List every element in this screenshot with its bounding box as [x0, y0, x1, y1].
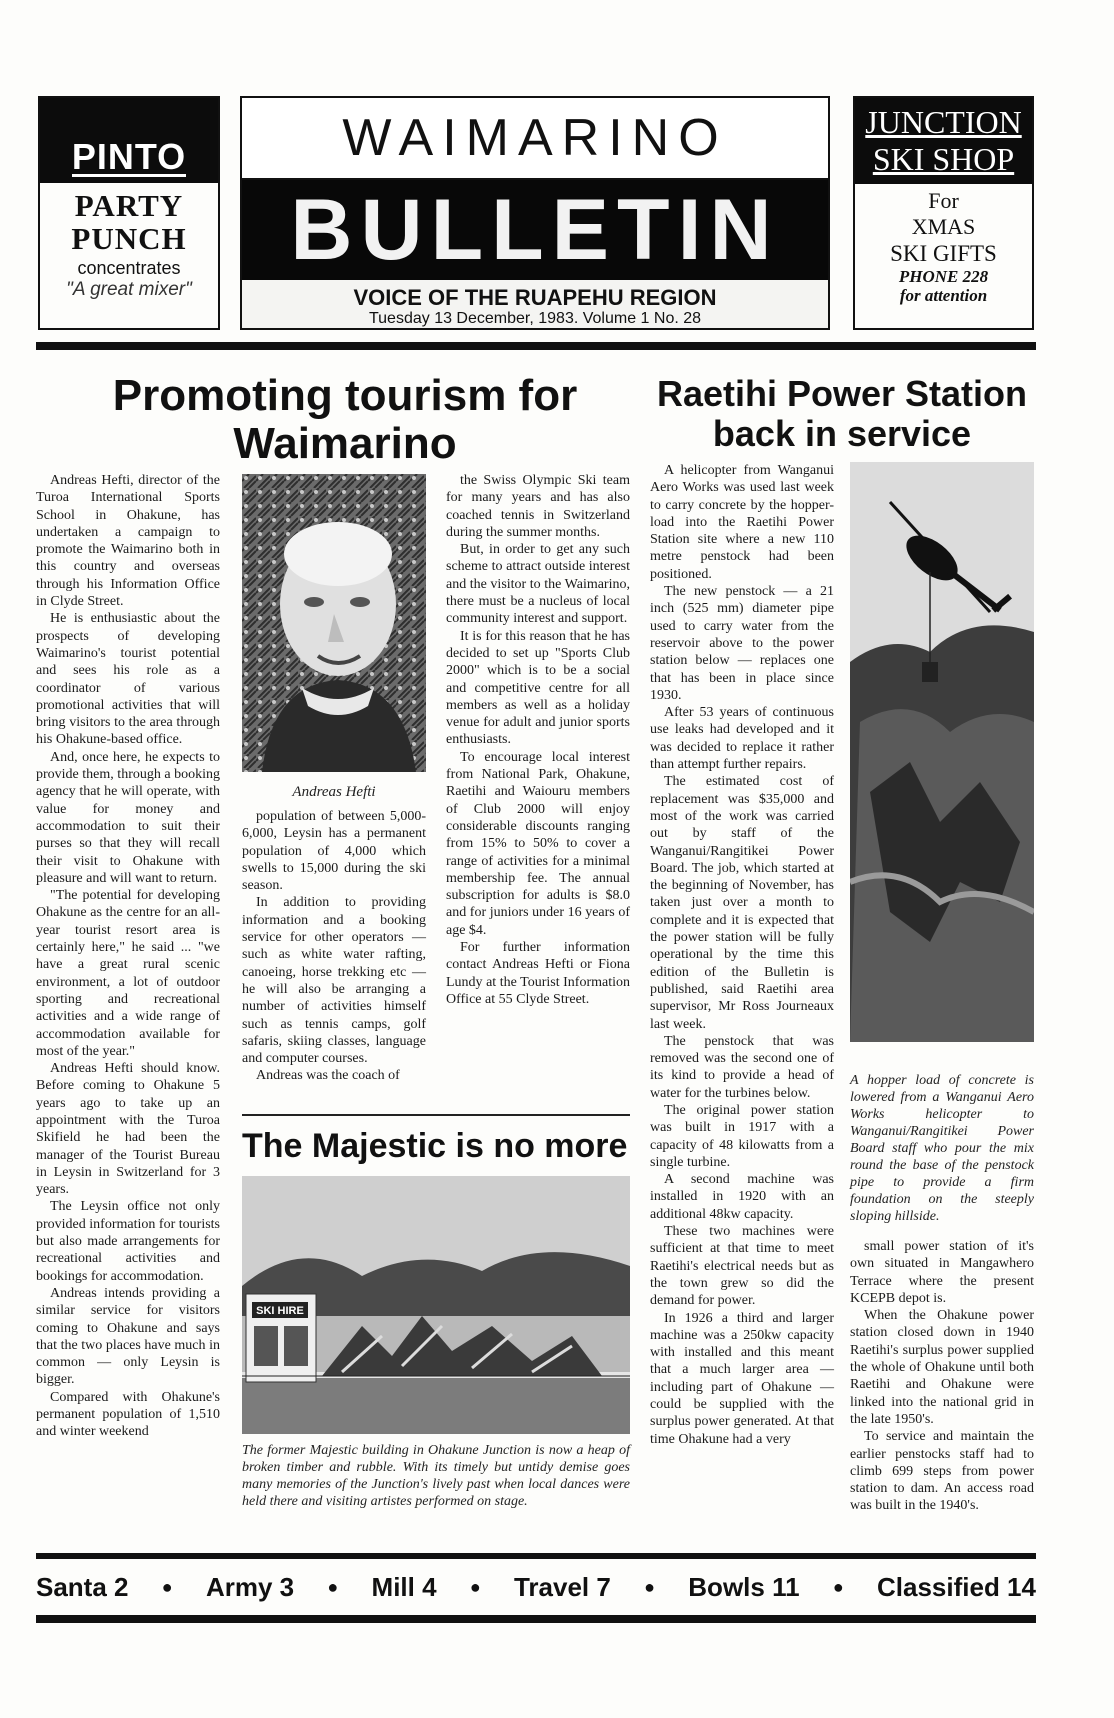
paragraph: When the Ohakune power station closed down in 1940 Raetihi's surplus power supplied the whole of Ohakune until both Raetihi and Ohakune were linked into the national grid in the late 1950's.: [850, 1308, 1034, 1427]
helicopter-caption: A hopper load of concrete is lowered from a Wanganui Aero Works helicopter to Wanganui/Rangitikei Power Board staff who pour the mix round the base of the penstock pipe to provide a firm foundation on the steeply sloping hillside.: [850, 1073, 1034, 1224]
header-rule: [36, 342, 1036, 350]
index-classified[interactable]: Classified 14: [877, 1571, 1036, 1602]
ad-pinto-brand: [40, 98, 218, 183]
paragraph: But, in order to get any such scheme to attract outside interest and the visitor to the Waimarino, there must be a nucleus of local community interest and support.: [446, 542, 630, 627]
index-santa[interactable]: Santa 2: [36, 1571, 129, 1602]
paragraph: Andreas intends providing a similar service for visitors coming to Ohakune and says that the two places have much in common — only Leysin is bigger.: [36, 1285, 220, 1388]
tourism-headline-line2: Waimarino: [233, 419, 457, 468]
paragraph: Andreas was the coach of: [256, 1068, 400, 1084]
paragraph: After 53 years of continuous use leaks had developed and it was decided to replace it rather than attempt further repairs.: [650, 705, 834, 773]
ad-ski-shop-line4: XMAS: [911, 214, 976, 239]
raetihi-headline: [650, 374, 1034, 454]
index-separator: ●: [832, 1576, 844, 1597]
ad-pinto-line2: PUNCH: [71, 221, 187, 256]
ad-ski-shop-line2: SKI SHOP: [872, 141, 1015, 177]
tourism-headline-line1: Promoting tourism for: [112, 371, 578, 420]
ad-ski-shop-line3: For: [928, 188, 959, 213]
paragraph: population of between 5,000-6,000, Leysin has a permanent population of 4,000 which swells to 15,000 during the ski season.: [242, 809, 426, 894]
ad-pinto-line1: PARTY: [74, 188, 184, 223]
helicopter-photo: [850, 462, 1034, 1042]
paragraph: And, once here, he expects to provide them, through a booking agency that he will operate, with value for money and accommodation to suit their purses so that they will recall their visit to Ohakune with pleasure and will want to return.: [36, 749, 220, 886]
masthead-title-top: WAIMARINO: [342, 109, 728, 167]
paragraph: The new penstock — a 21 inch (525 mm) diameter pipe used to carry water from the reservoir above to the power station below — replaces one that has been in place since 1930.: [650, 584, 834, 703]
paragraph: To service and maintain the earlier penstocks staff had to climb 699 steps from power station to dam. An access road was built in the 1940's.: [850, 1429, 1034, 1514]
index-separator: ●: [469, 1576, 481, 1597]
index-separator: ●: [161, 1576, 173, 1597]
paragraph: small power station of it's own situated in Mangawhero Terrace where the present KCEPB depot is.: [850, 1239, 1034, 1306]
ad-ski-shop-phone: PHONE 228: [898, 267, 989, 286]
index-separator: ●: [644, 1576, 655, 1597]
paragraph: To encourage local interest from National Park, Ohakune, Raetihi and Waiouru members of Club 2000 will enjoy considerable discounts ranging from 15% to 50% to cover a range of activities for a minimal membership fee. The annual subscription for adults is $8.0 and for juniors under 16 years of age $4.: [446, 749, 630, 938]
portrait-illustration: [242, 474, 426, 772]
masthead-title-bar: BULLETIN: [290, 182, 780, 278]
andreas-hefti-photo: [242, 474, 426, 772]
tourism-column-3: [446, 472, 630, 1008]
ad-pinto-party-punch: [38, 96, 220, 330]
raetihi-column-2: [850, 1238, 1034, 1515]
paragraph: Andreas Hefti should know. Before coming to Ohakune 5 years ago to take up an appointment with the Turoa Skifield he had been the manager of the Tourist Bureau in Leysin in Switzerland for 3 years.: [36, 1061, 220, 1198]
majestic-photo: [242, 1176, 630, 1434]
ad-pinto-line3: concentrates: [77, 258, 181, 278]
paragraph: "The potential for developing Ohakune as the centre for an all-year tourist resort area is certainly here," he said ... "we have a great rural scenic environment, a lot of outdoor sporting and recreational activities and a wide range of accommodation available for most of the year.": [36, 888, 220, 1059]
paragraph: the Swiss Olympic Ski team for many years and has also coached tennis in Switzerland during the summer months.: [446, 473, 630, 540]
index-mill[interactable]: Mill 4: [371, 1571, 437, 1602]
paragraph: A helicopter from Wanganui Aero Works was used last week to carry concrete by the hopper-load into the Raetihi Power Station site where a new 110 metre penstock had been positioned.: [650, 463, 834, 582]
paragraph: In addition to providing information and a booking service for other operators — such as white water rafting, canoeing, horse trekking etc — he will also be arranging a number of activities himself such as tennis camps, golf safaris, skiing classes, language and computer courses.: [242, 895, 426, 1067]
majestic-rule: [242, 1114, 630, 1116]
paragraph: The Leysin office not only provided information for tourists but also made arrangements for recreational activities and bookings for accommodation.: [36, 1199, 220, 1284]
raetihi-column-1: [650, 462, 834, 1448]
tourism-column-1: [36, 472, 220, 1441]
page-index-bar: [36, 1553, 1036, 1623]
paragraph: In 1926 a third and larger machine was a 250kw capacity with installed and this meant that a much larger area — including part of Ohakune — could be supplied with the surplus power generated. At that time Ohakune had a very: [650, 1310, 834, 1447]
paragraph: For further information contact Andreas Hefti or Fiona Lundy at the Tourist Information Office at 55 Clyde Street.: [446, 940, 630, 1007]
majestic-illustration: [242, 1176, 630, 1434]
tourism-headline: [60, 372, 630, 468]
raetihi-headline-line1: Raetihi Power Station: [656, 373, 1028, 414]
tourism-column-2: [242, 808, 426, 1085]
paragraph: Andreas Hefti, director of the Turoa International Sports School in Ohakune, has undertaken a campaign to promote the Waimarino both in this country and overseas through his Information Office in Clyde Street.: [36, 473, 220, 610]
majestic-headline: The Majestic is no more: [242, 1127, 628, 1165]
paragraph: He is enthusiastic about the prospects of developing Waimarino's tourist potential and sees his role as a coordinator of various promotional activities that will bring visitors to the area through his Ohakune-based office.: [36, 611, 220, 748]
index-travel[interactable]: Travel 7: [513, 1571, 611, 1602]
ad-junction-ski-shop: [853, 96, 1034, 330]
masthead-top: [242, 98, 828, 180]
paragraph: The estimated cost of replacement was $35,000 and most of the work was carried out by staff of the Wanganui/Rangitikei Power Board. The job, which started at the beginning of November, has taken just over a month to complete and it is expected that the power station will be fully operational by the time this edition of the Bulletin is published, said Raetihi area supervisor, Mr Ross Journeaux last week.: [650, 774, 834, 1032]
ad-ski-shop-line1: JUNCTION: [865, 104, 1022, 140]
index-separator: ●: [327, 1576, 339, 1597]
majestic-caption: The former Majestic building in Ohakune Junction is now a heap of broken timber and rubble. With its timely but untidy demise goes many memories of the Junction's lively past when local dances were held there and visiting artistes performed on stage.: [242, 1443, 630, 1509]
masthead-date: Tuesday 13 December, 1983. Volume 1 No. 28: [368, 310, 702, 327]
paragraph: A second machine was installed in 1920 with an additional 48kw capacity.: [650, 1172, 834, 1222]
ski-hire-sign: SKI HIRE: [256, 1305, 304, 1317]
paragraph: These two machines were sufficient at that time to meet Raetihi's electrical needs but as the town grew so did the demand for power.: [650, 1224, 834, 1309]
masthead-tagline: VOICE OF THE RUAPEHU REGION: [353, 285, 717, 310]
index-army[interactable]: Army 3: [205, 1571, 295, 1602]
raetihi-headline-line2: back in service: [712, 413, 972, 454]
ad-ski-shop-attention: for attention: [899, 286, 988, 305]
helicopter-illustration: [850, 462, 1034, 1042]
ad-ski-shop-brand: [855, 98, 1032, 184]
index-bowls[interactable]: Bowls 11: [688, 1571, 800, 1602]
paragraph: The penstock that was removed was the second one of its kind to provide a head of water for the turbines below.: [650, 1033, 834, 1101]
masthead-bar: [242, 180, 828, 280]
masthead: [240, 96, 830, 330]
ad-pinto-line4: "A great mixer": [66, 279, 192, 300]
ad-ski-shop-line5: SKI GIFTS: [890, 241, 997, 266]
ad-pinto-logo-text: PINTO: [71, 136, 187, 177]
paragraph: The original power station was built in 1917 with a capacity of 48 kilowatts from a single turbine.: [650, 1102, 834, 1170]
paragraph: It is for this reason that he has decided to set up "Sports Club 2000" which is to be a social and competitive centre for all members as well as a holiday venue for adult and junior sports enthusiasts.: [446, 628, 630, 748]
paragraph: Compared with Ohakune's permanent population of 1,510 and winter weekend: [36, 1389, 220, 1440]
hefti-photo-caption: Andreas Hefti: [292, 784, 376, 800]
